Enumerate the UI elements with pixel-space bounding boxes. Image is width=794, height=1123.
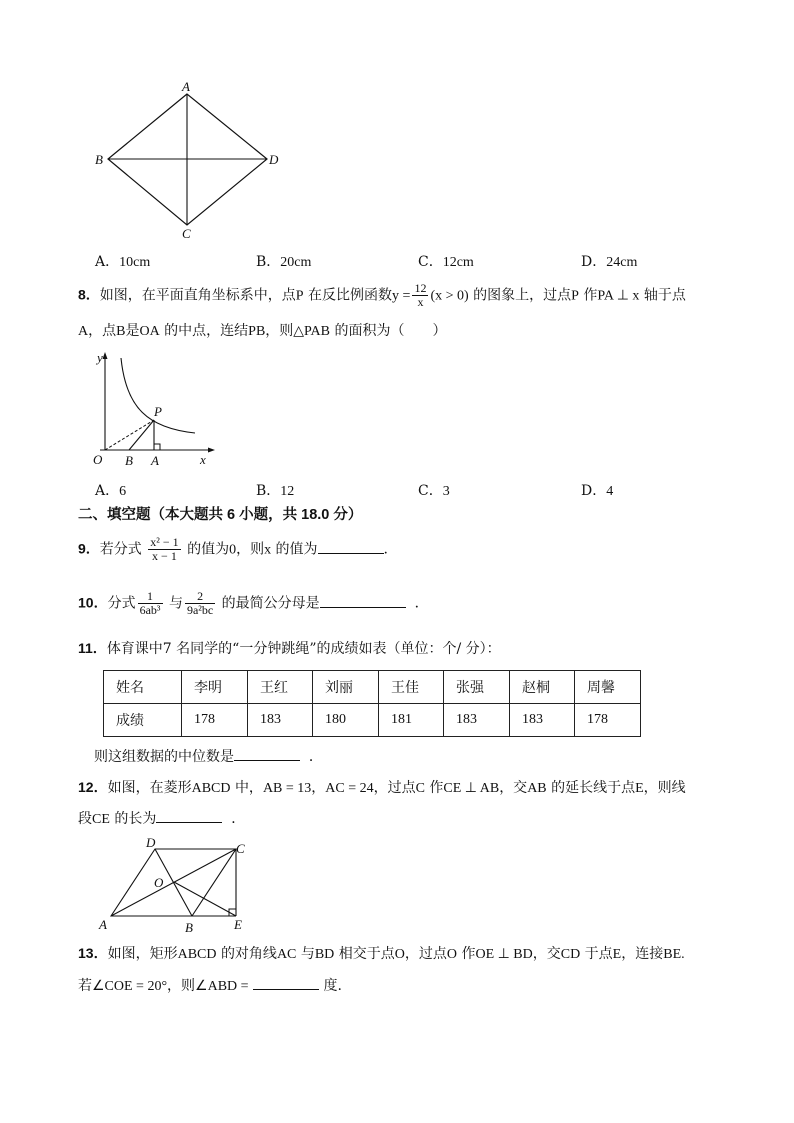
table-cell: 周馨 [575,671,641,704]
q11-after-line: 则这组数据的中位数是 ． [94,749,323,765]
q11-answer-blank[interactable] [234,748,300,761]
table-cell: 178 [575,704,641,737]
table-cell: 183 [444,704,510,737]
table-cell: 183 [248,704,313,737]
q8-line1: 8．如图，在平面直角坐标系中，点P 在反比例函数y = $\frac{12}{x}$ (x > 0) 的图象上，过点P 作PA ⊥ x 轴于点 [78,281,686,309]
rhombus-figure-q12 [96,836,256,936]
q13-line1: 13．如图，矩形ABCD 的对角线AC 与BD 相交于点O，过点O 作OE ⊥ BD，交CD 于点E，连接BE. [78,945,685,962]
table-cell: 181 [379,704,444,737]
q8-option-a: A．6 [95,483,127,499]
q12-line1: 12．如图，在菱形ABCD 中，AB = 13，AC = 24，过点C 作CE ⊥ AB，交AB 的延长线于点E，则线 [78,779,686,796]
q8-fraction: $\frac{12}{x}$ [414,281,427,309]
q8-option-b: B．12 [256,483,295,499]
q11-score-table [103,670,641,737]
q10-fraction-2: $\frac{2}{\text{9a²bc}}$ [186,589,214,617]
q8-line2: A，点B是OA 的中点，连结PB，则△PAB 的面积为（ ） [78,323,447,339]
q7-option-d: D．24cm [581,254,638,270]
q7-option-c: C．12cm [418,254,474,270]
label-o: O [154,875,164,890]
table-cell: 178 [182,704,248,737]
label-d: D [269,152,279,167]
q9-answer-blank[interactable] [318,541,384,554]
hyperbola-figure-q8 [88,348,218,470]
label-y: y [97,350,103,365]
label-o: O [93,452,103,467]
table-cell: 赵桐 [510,671,575,704]
section-heading-fill-in: 二、填空题（本大题共 6 小题，共 18.0 分） [78,507,363,523]
label-a: A [151,453,159,468]
table-cell: 王佳 [379,671,444,704]
table-cell: 王红 [248,671,313,704]
label-c: C [182,226,191,240]
q7-option-a: A．10cm [95,254,151,270]
q9-line: 9．若分式 $\frac{\text{x² − 1}}{x - 1}$ 的值为0，则x 的值为 . [78,535,388,563]
table-row [104,704,641,737]
table-header-cell: 姓名 [104,671,182,704]
q10-fraction-1: $\frac{1}{\text{6ab³}}$ [139,589,161,617]
q11-line: 11．体育课中7 名同学的“一分钟跳绳”的成绩如表（单位：个/ 分）： [78,640,501,657]
label-b: B [125,453,133,468]
label-b: B [185,920,193,935]
segment-oe [174,882,236,916]
table-cell: 180 [313,704,379,737]
segment-pb [129,420,154,450]
q8-option-d: D．4 [581,483,614,499]
label-b: B [95,152,103,167]
label-c: C [236,841,245,856]
rhombus-figure-q7 [90,82,290,240]
table-row [104,671,641,704]
q7-option-b: B．20cm [256,254,312,270]
q9-fraction: $\frac{\text{x² − 1}}{x - 1}$ [150,535,179,563]
segment-op-dashed [105,420,154,450]
q12-line2: 段CE 的长为 ． [78,811,246,827]
right-angle-mark [154,444,160,450]
q8-option-c: C．3 [418,483,450,499]
x-axis-arrow [208,448,215,453]
q10-answer-blank[interactable] [320,595,406,608]
table-cell: 刘丽 [313,671,379,704]
table-cell: 李明 [182,671,248,704]
table-cell: 183 [510,704,575,737]
label-a: A [99,917,107,932]
label-e: E [234,917,242,932]
table-header-cell: 成绩 [104,704,182,737]
y-axis-arrow [103,352,108,359]
q13-answer-blank[interactable] [253,977,319,990]
table-cell: 张强 [444,671,510,704]
q10-line: 10．分式 $\frac{1}{\text{6ab³}}$ 与 $\frac{2}{\text{9a²bc}}$ 的最简公分母是 ． [78,589,429,617]
label-x: x [200,452,206,467]
label-p: P [154,404,162,419]
q12-answer-blank[interactable] [156,810,222,823]
q13-line2: 若∠COE = 20°，则∠ABD = 度. [78,978,342,994]
hyperbola-curve [121,358,195,433]
label-a: A [182,82,190,94]
label-d: D [146,836,156,850]
